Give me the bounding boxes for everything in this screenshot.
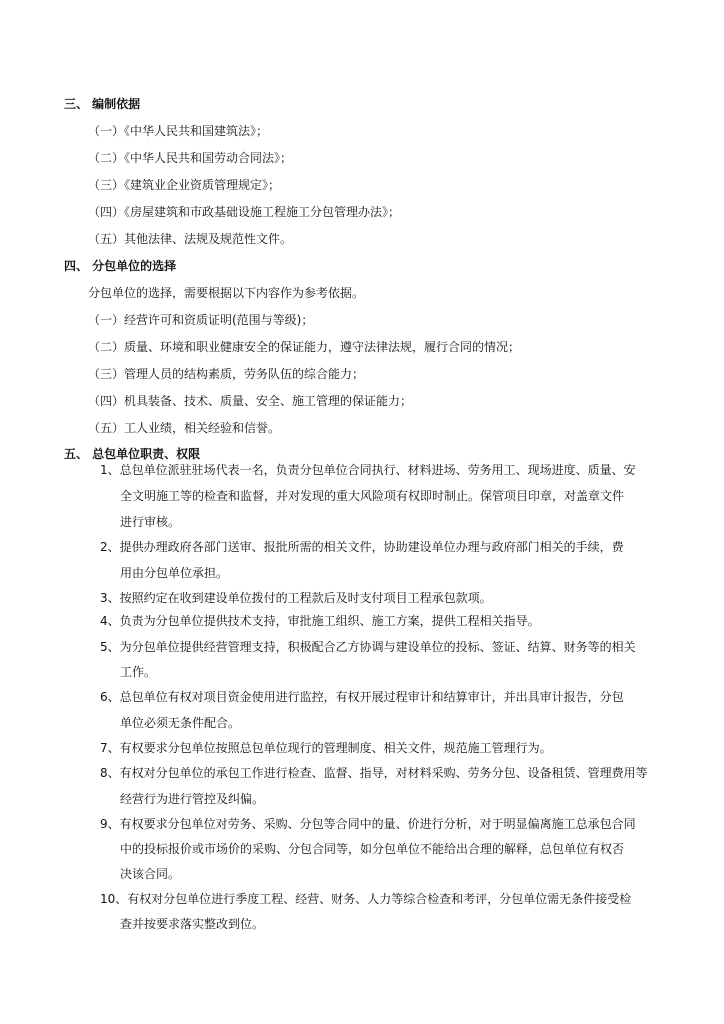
section-3-item-1: （一）《中华人民共和国建筑法》； — [88, 124, 269, 138]
section-3-item-2: （二）《中华人民共和国劳动合同法》； — [88, 151, 293, 165]
duty-9-line-3: 决该合同。 — [120, 867, 181, 881]
duty-10-line-1: 10、有权对分包单位进行季度工程、经营、财务、人力等综合检查和考评，分包单位需无条件接受检 — [100, 892, 632, 906]
duty-6-line-1: 6、总包单位有权对项目资金使用进行监控，有权开展过程审计和结算审计，并出具审计报告，分包 — [100, 690, 624, 704]
section-3-item-5: （五）其他法律、法规及规范性文件。 — [88, 232, 293, 246]
duty-9-line-1: 9、有权要求分包单位对劳务、采购、分包等合同中的量、价进行分析，对于明显偏离施工总承包合同 — [100, 817, 636, 831]
duty-10-line-2: 查并按要求落实整改到位。 — [120, 917, 265, 931]
duty-2-line-1: 2、提供办理政府各部门送审、报批所需的相关文件，协助建设单位办理与政府部门相关的手续，费 — [100, 540, 624, 554]
section-4-heading: 四、 分包单位的选择 — [64, 259, 177, 273]
duty-3-line-1: 3、按照约定在收到建设单位拨付的工程款后及时支付项目工程承包款项。 — [100, 591, 492, 605]
duty-9-line-2: 中的投标报价或市场价的采购、分包合同等，如分包单位不能给出合理的解释，总包单位有权否 — [120, 842, 625, 856]
duty-6-line-2: 单位必须无条件配合。 — [120, 716, 241, 730]
section-5-heading: 五、 总包单位职责、权限 — [64, 447, 201, 461]
duty-8-line-1: 8、有权对分包单位的承包工作进行检查、监督、指导，对材料采购、劳务分包、设备租赁、管理费用等 — [100, 766, 648, 780]
section-3-item-4: （四）《房屋建筑和市政基础设施工程施工分包管理办法》； — [88, 205, 401, 219]
section-4-intro: 分包单位的选择，需要根据以下内容作为参考依据。 — [88, 286, 365, 300]
duty-7-line-1: 7、有权要求分包单位按照总包单位现行的管理制度、相关文件，规范施工管理行为。 — [100, 741, 552, 755]
duty-5-line-2: 工作。 — [120, 665, 157, 679]
duty-4-line-1: 4、负责为分包单位提供技术支持，审批施工组织、施工方案，提供工程相关指导。 — [100, 614, 540, 628]
duty-2-line-2: 用由分包单位承担。 — [120, 566, 229, 580]
section-3-item-3: （三）《建筑业企业资质管理规定》； — [88, 178, 281, 192]
duty-5-line-1: 5、为分包单位提供经营管理支持，积极配合乙方协调与建设单位的投标、签证、结算、财务等的相关 — [100, 640, 636, 654]
section-4-item-5: （五）工人业绩，相关经验和信誉。 — [88, 421, 281, 435]
section-4-item-1: （一）经营许可和资质证明(范围与等级)； — [88, 313, 314, 327]
section-3-heading: 三、 编制依据 — [64, 97, 141, 111]
duty-1-line-1: 1、总包单位派驻驻场代表一名，负责分包单位合同执行、材料进场、劳务用工、现场进度、质量、安 — [100, 463, 636, 477]
section-4-item-2: （二）质量、环境和职业健康安全的保证能力，遵守法律法规，履行合同的情况； — [88, 340, 521, 354]
duty-1-line-3: 进行审核。 — [120, 515, 181, 529]
section-4-item-4: （四）机具装备、技术、质量、安全、施工管理的保证能力； — [88, 394, 413, 408]
duty-1-line-2: 全文明施工等的检查和监督，并对发现的重大风险项有权即时制止。保管项目印章，对盖章文件 — [120, 489, 625, 503]
section-4-item-3: （三）管理人员的结构素质，劳务队伍的综合能力； — [88, 367, 365, 381]
duty-8-line-2: 经营行为进行管控及纠偏。 — [120, 792, 265, 806]
